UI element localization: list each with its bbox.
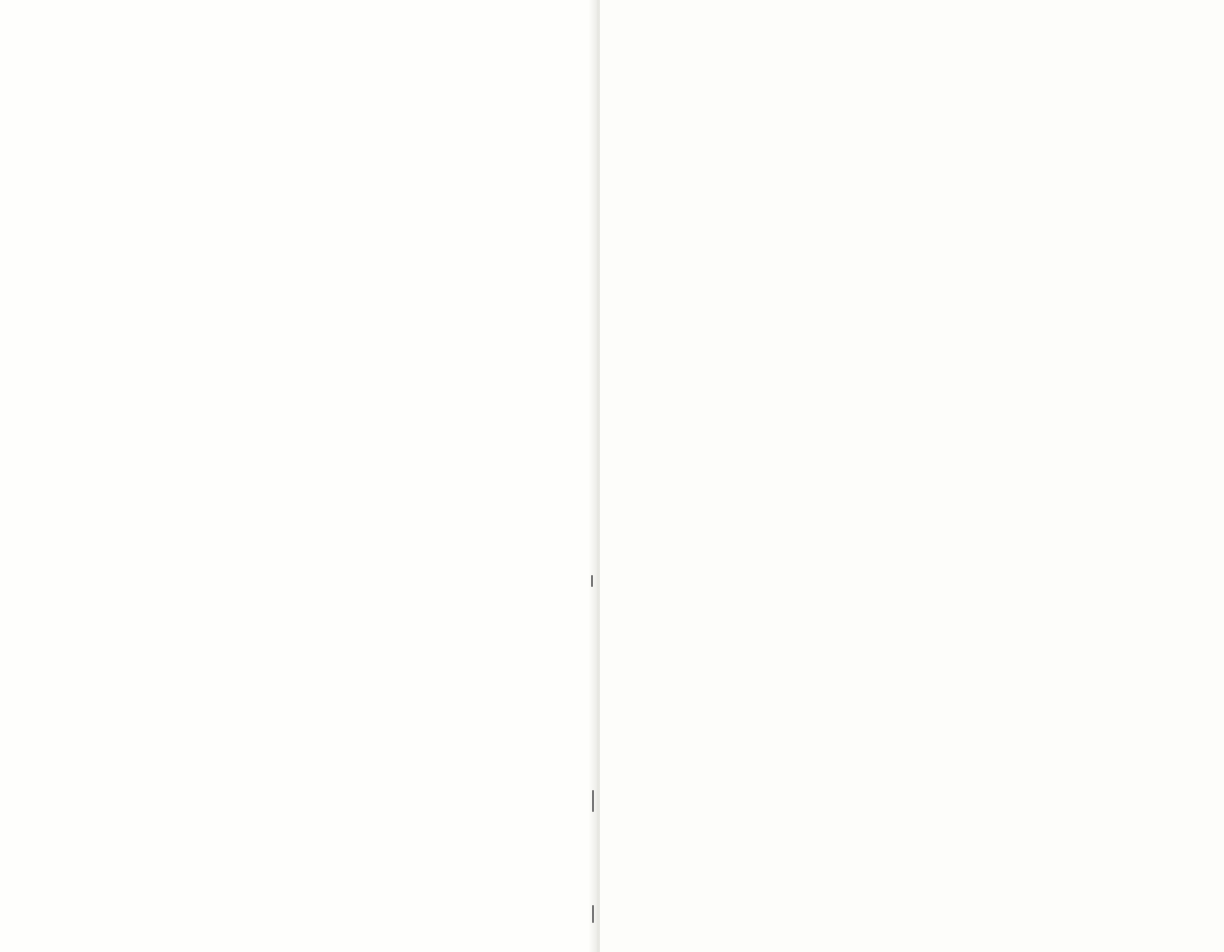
right-line — [664, 278, 1094, 309]
right-page — [600, 0, 1224, 952]
left-line — [110, 134, 530, 165]
left-line — [110, 475, 530, 506]
right-line — [664, 216, 1094, 247]
left-line — [110, 165, 530, 196]
left-line — [110, 196, 530, 227]
left-line — [110, 382, 530, 413]
left-footer — [112, 798, 532, 862]
right-line — [664, 495, 1094, 526]
left-line — [110, 413, 530, 444]
right-line — [664, 340, 1094, 371]
right-line — [664, 650, 1094, 681]
right-line — [664, 247, 1094, 278]
right-line — [664, 402, 1094, 433]
left-line — [110, 444, 530, 475]
right-line — [664, 154, 1094, 185]
gutter-mark — [592, 905, 594, 923]
left-line — [110, 537, 530, 568]
right-footer-line — [664, 814, 1104, 846]
left-line — [110, 351, 530, 382]
left-line — [110, 103, 530, 134]
right-line — [664, 433, 1094, 464]
right-line — [664, 185, 1094, 216]
left-footer-line — [112, 830, 532, 862]
left-line — [110, 754, 530, 785]
left-line — [110, 599, 530, 630]
right-line — [664, 92, 1094, 123]
left-line — [110, 227, 530, 258]
right-line — [664, 712, 1094, 743]
left-line — [110, 289, 530, 320]
right-line — [664, 619, 1094, 650]
left-line — [110, 258, 530, 289]
right-line — [664, 464, 1094, 495]
right-line — [664, 371, 1094, 402]
right-line — [664, 681, 1094, 712]
left-line — [110, 661, 530, 692]
right-line — [664, 309, 1094, 340]
right-line — [664, 743, 1094, 774]
left-footer-line — [112, 798, 532, 830]
right-line — [664, 588, 1094, 619]
left-line — [110, 506, 530, 537]
right-footer-line — [664, 846, 1104, 878]
left-body-text — [110, 103, 530, 816]
right-footer — [664, 814, 1104, 878]
left-page — [0, 0, 596, 952]
gutter-mark — [592, 790, 594, 812]
right-line — [664, 557, 1094, 588]
gutter-mark — [591, 575, 593, 587]
left-line — [110, 692, 530, 723]
left-line — [110, 723, 530, 754]
right-line — [664, 123, 1094, 154]
left-line — [110, 320, 530, 351]
left-line — [110, 568, 530, 599]
right-body-text — [664, 92, 1094, 774]
right-line — [664, 526, 1094, 557]
left-line — [110, 630, 530, 661]
